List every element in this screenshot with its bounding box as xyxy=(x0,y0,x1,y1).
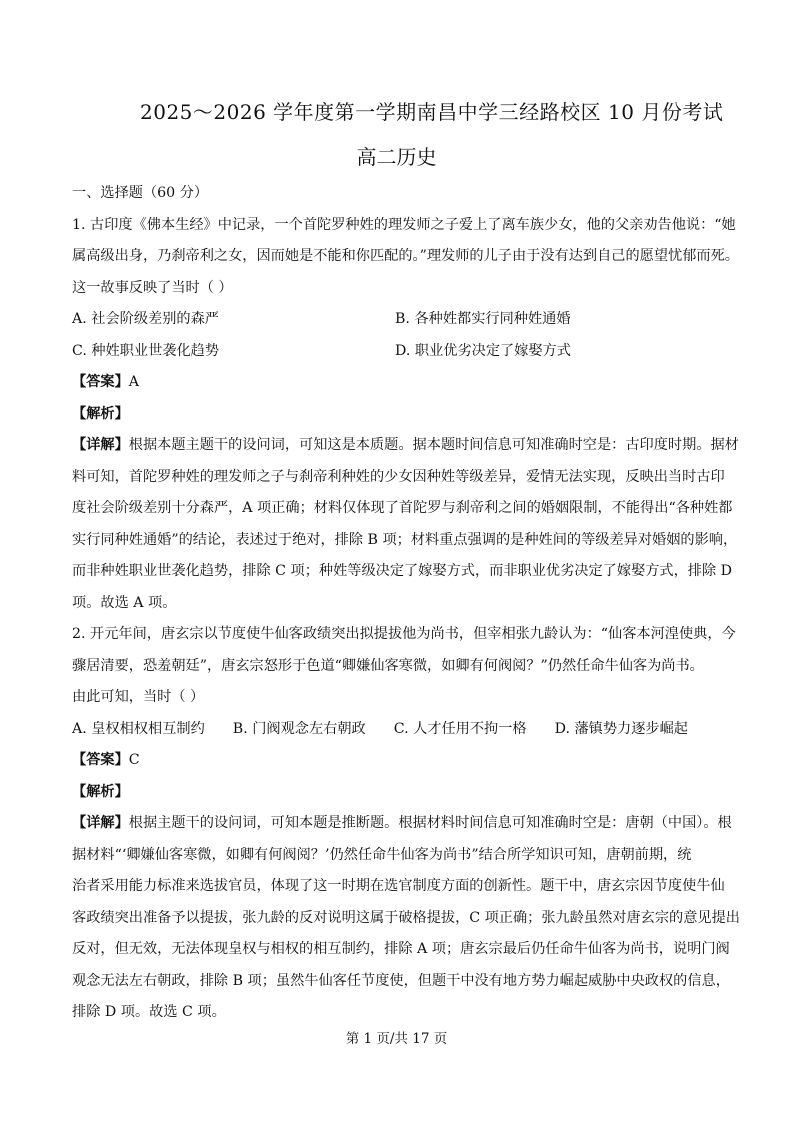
analysis-label: 【解析】 xyxy=(72,783,129,800)
detail-text: 根据主题干的设问词，可知本题是推断题。根据材料时间信息可知准确时空是：唐朝（中国）。根 xyxy=(128,815,732,831)
detail-text: 项。故选 A 项。 xyxy=(72,594,177,611)
option-row xyxy=(72,336,732,368)
exam-content xyxy=(72,178,740,1029)
answer-line xyxy=(72,367,732,399)
exam-title: 2025～2026 学年度第一学期南昌中学三经路校区 10 月份考试 xyxy=(140,100,724,124)
detail-line xyxy=(72,808,732,840)
detail-text: 根据本题主题干的设问词，可知这是本质题。据本题时间信息可知准确时空是：古印度时期。据材 xyxy=(128,437,739,453)
analysis-label: 【解析】 xyxy=(72,405,129,422)
detail-text: 观念无法左右朝政，排除 B 项；虽然牛仙客任节度使，但题干中没有地方势力崛起威胁中央政权的信息， xyxy=(72,972,730,989)
detail-text: 治者采用能力标准来选拔官员，体现了这一时期在选官制度方面的创新性。题干中，唐玄宗因节度使牛仙 xyxy=(72,878,725,894)
detail-text: 料可知，首陀罗种姓的理发师之子与刹帝利种姓的少女因种姓等级差异，爱情无法实现，反映出当时古印 xyxy=(72,468,725,485)
option-c: C. 种姓职业世袭化趋势 xyxy=(72,342,220,359)
detail-text: 度社会阶级差别十分森严，A 项正确；材料仅体现了首陀罗与刹帝利之间的婚姻限制，不能得出“各种姓都 xyxy=(72,500,733,516)
option-b: B. 门阀观念左右朝政 xyxy=(232,720,366,737)
answer-line xyxy=(72,745,732,777)
option-a: A. 社会阶级差别的森严 xyxy=(72,311,219,327)
detail-text: 客政绩突出准备予以提拔，张九龄的反对说明这属于破格提拔，C 项正确；张九龄虽然对唐玄宗的意见提出 xyxy=(72,909,740,926)
question-stem-line: 这一故事反映了当时（ ） xyxy=(72,279,233,296)
option-d: D. 职业优劣决定了嫁娶方式 xyxy=(395,342,571,359)
question-stem-line: 属高级出身，乃刹帝利之女，因而她是不能和你匹配的。”理发师的儿子由于没有达到自己的愿望忧郁而死。 xyxy=(72,248,739,264)
detail-label: 【详解】 xyxy=(72,437,129,453)
detail-text: 实行同种姓通婚”的结论，表述过于绝对，排除 B 项；材料重点强调的是种姓间的等级差异对婚姻的影响， xyxy=(72,531,738,548)
question-1 xyxy=(72,210,739,620)
detail-text: 据材料“‘卿嫌仙客寒微，如卿有何阀阅？’仍然任命牛仙客为尚书”结合所学知识可知，唐朝前期，统 xyxy=(72,846,692,863)
detail-line xyxy=(72,430,739,462)
question-stem-line: 2. 开元年间，唐玄宗以节度使牛仙客政绩突出拟提拔他为尚书，但宰相张九龄认为：“仙客本河湟使典，今 xyxy=(72,626,736,642)
answer-value: A xyxy=(128,374,140,390)
option-row xyxy=(72,304,732,336)
answer-value: C xyxy=(128,752,140,768)
question-stem-line: 骤居清要，恐羞朝廷”，唐玄宗怒形于色道“卿嫌仙客寒微，如卿有何阀阅？”仍然任命牛仙客为尚书。 xyxy=(72,657,704,674)
question-2 xyxy=(72,619,740,1029)
detail-text: 排除 D 项。故选 C 项。 xyxy=(72,1004,226,1020)
option-row xyxy=(72,714,732,746)
exam-subject: 高二历史 xyxy=(356,145,437,169)
option-d: D. 藩镇势力逐步崛起 xyxy=(554,720,688,737)
option-b: B. 各种姓都实行同种姓通婚 xyxy=(395,311,571,327)
option-c: C. 人才任用不拘一格 xyxy=(393,720,527,737)
detail-text: 反对，但无效，无法体现皇权与相权的相互制约，排除 A 项；唐玄宗最后仍任命牛仙客为尚书，说明门阀 xyxy=(72,941,730,957)
question-stem-line: 1. 古印度《佛本生经》中记录，一个首陀罗种姓的理发师之子爱上了离车族少女，他的父亲劝告他说：“她 xyxy=(72,216,736,233)
answer-label: 【答案】 xyxy=(72,374,129,390)
answer-label: 【答案】 xyxy=(72,752,129,768)
detail-text: 而非种姓职业世袭化趋势，排除 C 项；种姓等级决定了嫁娶方式，而非职业优劣决定了嫁娶方式，排除 D xyxy=(72,563,733,579)
option-a: A. 皇权相权相互制约 xyxy=(72,720,205,737)
detail-label: 【详解】 xyxy=(72,815,129,831)
page-number: 第 1 页/共 17 页 xyxy=(345,1031,448,1047)
section-heading: 一、选择题（60 分） xyxy=(72,185,209,201)
question-stem-line: 由此可知，当时（ ） xyxy=(72,689,205,705)
